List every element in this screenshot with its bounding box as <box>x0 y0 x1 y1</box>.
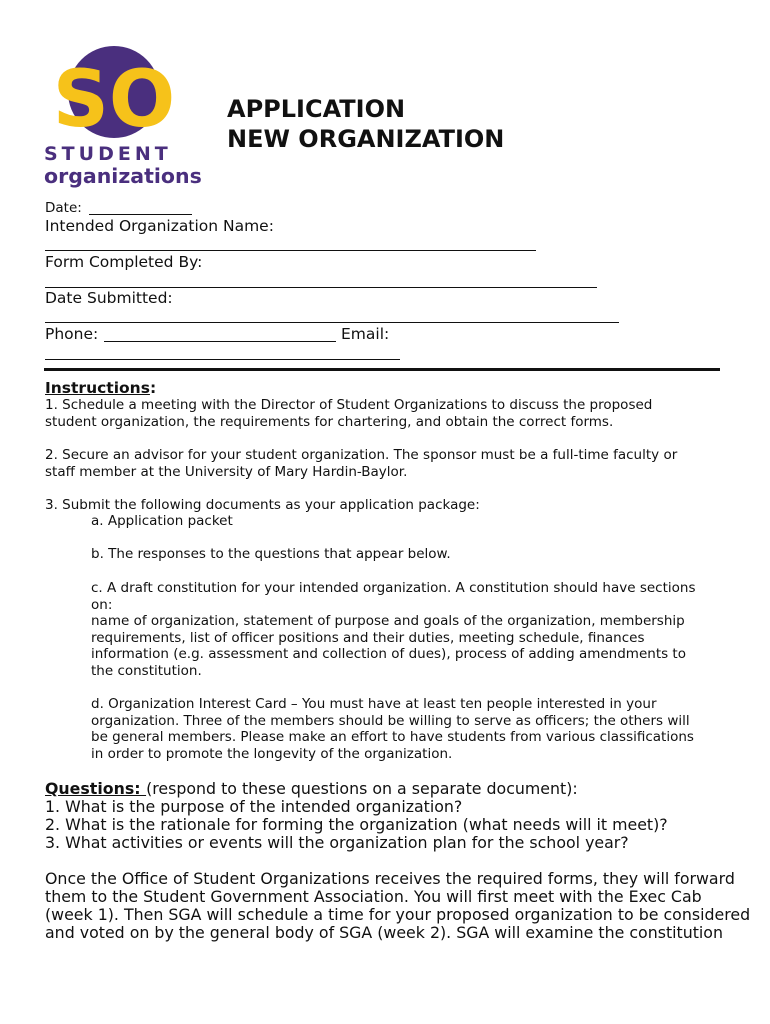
logo-line2: organizations <box>44 164 202 188</box>
instruction-1-line1: 1. Schedule a meeting with the Director of Student Organizations to discuss the proposed <box>45 397 653 413</box>
title-line1: APPLICATION <box>227 95 406 123</box>
instruction-item-1 <box>45 397 745 430</box>
instruction-item-3 <box>45 497 745 514</box>
questions-heading: Questions: <box>45 779 147 798</box>
instruction-3c <box>91 580 751 679</box>
closing-line: Once the Office of Student Organizations receives the required forms, they will forward <box>45 869 735 888</box>
student-organizations-logo <box>44 44 204 190</box>
instructions-colon: : <box>149 379 157 397</box>
section-divider <box>44 368 720 371</box>
instruction-1-line2: student organization, the requirements for chartering, and obtain the correct forms. <box>45 413 614 430</box>
logo-line1: STUDENT <box>44 143 172 165</box>
phone-label: Phone: <box>45 325 99 343</box>
instruction-3c-line: c. A draft constitution for your intended organization. A constitution should have sections <box>91 580 696 596</box>
instruction-3c-line: on: <box>91 596 113 613</box>
date-field[interactable] <box>89 214 192 215</box>
instruction-2-line1: 2. Secure an advisor for your student organization. The sponsor must be a full-time faculty or <box>45 447 678 463</box>
question-3: 3. What activities or events will the organization plan for the school year? <box>45 833 629 852</box>
completed-by-field[interactable] <box>45 287 597 288</box>
completed-by-label: Form Completed By: <box>45 253 203 271</box>
instructions-heading <box>45 379 156 397</box>
instruction-2-line2: staff member at the University of Mary Hardin-Baylor. <box>45 463 408 480</box>
page-title <box>227 94 504 154</box>
instruction-3d-line: d. Organization Interest Card – You must have at least ten people interested in your <box>91 696 657 712</box>
closing-line: and voted on by the general body of SGA (week 2). SGA will examine the constitution <box>45 923 723 942</box>
instruction-3c-line: information (e.g. assessment and collection of dues), process of adding amendments to <box>91 646 686 662</box>
instruction-3d <box>91 696 751 762</box>
instruction-3a-text: a. Application packet <box>91 513 233 529</box>
instruction-3b <box>91 546 751 563</box>
instruction-3d-line: be general members. Please make an effort to have students from various classifications <box>91 729 694 745</box>
title-line2: NEW ORGANIZATION <box>227 125 505 153</box>
org-name-field[interactable] <box>45 250 536 251</box>
instruction-3c-line: the constitution. <box>91 662 202 679</box>
instruction-3a <box>91 513 751 530</box>
questions-section <box>45 780 765 852</box>
instruction-3-line1: 3. Submit the following documents as your application package: <box>45 497 480 513</box>
email-field[interactable] <box>45 359 400 360</box>
date-submitted-field[interactable] <box>45 322 619 323</box>
so-logo-graphic <box>44 44 204 190</box>
instruction-3c-line: requirements, list of officer positions and their duties, meeting schedule, finances <box>91 629 645 646</box>
questions-note: (respond to these questions on a separate document): <box>146 779 578 798</box>
question-2: 2. What is the rationale for forming the organization (what needs will it meet)? <box>45 815 668 834</box>
phone-field[interactable] <box>104 341 336 342</box>
date-label: Date: <box>45 200 82 216</box>
instruction-3b-text: b. The responses to the questions that appear below. <box>91 546 451 562</box>
instruction-3d-line: in order to promote the longevity of the organization. <box>91 745 453 762</box>
instructions-heading-text: Instructions <box>45 379 150 397</box>
question-1: 1. What is the purpose of the intended organization? <box>45 797 463 816</box>
closing-paragraph <box>45 870 765 942</box>
instruction-3c-line: name of organization, statement of purpose and goals of the organization, membership <box>91 613 685 629</box>
closing-line: (week 1). Then SGA will schedule a time for your proposed organization to be considered <box>45 905 751 924</box>
org-name-label: Intended Organization Name: <box>45 217 274 235</box>
logo-letters: SO <box>52 55 176 145</box>
instruction-3d-line: organization. Three of the members should be willing to serve as officers; the others will <box>91 712 690 729</box>
questions-heading-line <box>45 780 765 798</box>
date-submitted-label: Date Submitted: <box>45 289 173 307</box>
email-label: Email: <box>341 325 390 343</box>
instruction-item-2 <box>45 447 745 480</box>
closing-line: them to the Student Government Association. You will first meet with the Exec Cab <box>45 887 702 906</box>
